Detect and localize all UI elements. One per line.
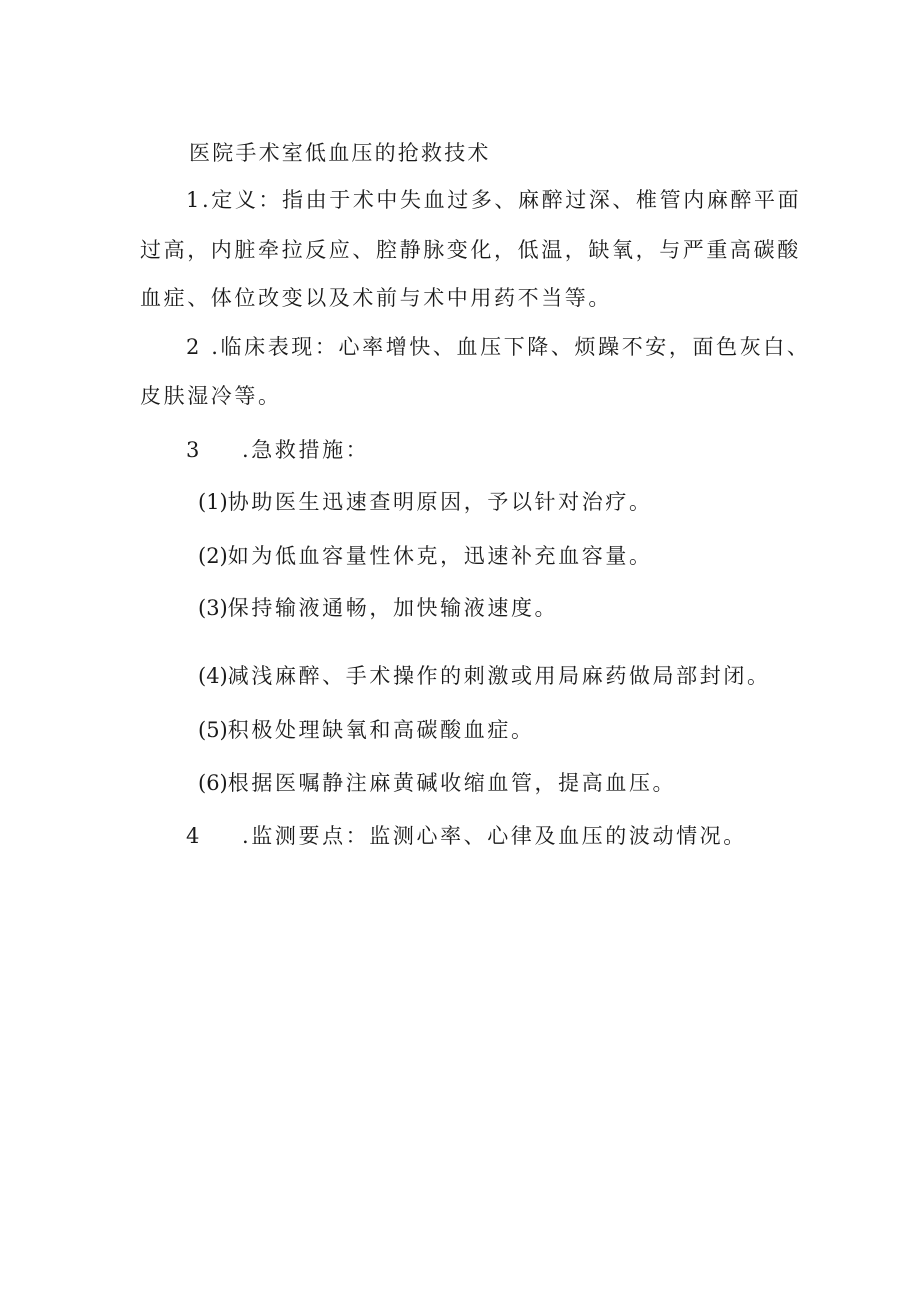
measure-item-mark: (5): [198, 718, 228, 742]
document-title: 医院手术室低血压的抢救技术: [189, 141, 491, 165]
measure-item: [198, 716, 535, 744]
definition-line-3: 血症、体位改变以及术前与术中用药不当等。: [140, 286, 612, 310]
measure-item-text: 积极处理缺氧和高碳酸血症。: [227, 718, 535, 742]
measure-item: [198, 594, 558, 622]
measure-item-mark: (1): [198, 490, 228, 514]
measure-item-text: 如为低血容量性休克，迅速补充血容量。: [227, 544, 653, 568]
measure-item-text: 协助医生迅速查明原因，予以针对治疗。: [227, 490, 653, 514]
monitoring-line: [186, 822, 747, 850]
measure-item: [198, 488, 653, 516]
definition-line-1: 1.定义：指由于术中失血过多、麻醉过深、椎管内麻醉平面: [186, 188, 802, 212]
measure-item-text: 保持输液通畅，加快输液速度。: [227, 596, 559, 620]
measure-item-mark: (6): [198, 771, 228, 795]
measures-heading: [186, 436, 369, 464]
measure-item-text: 根据医嘱静注麻黄碱收缩血管，提高血压。: [227, 771, 677, 795]
measure-item-text: 减浅麻醉、手术操作的刺激或用局麻药做局部封闭。: [227, 664, 771, 688]
clinical-line-1: 2 .临床表现：心率增快、血压下降、烦躁不安，面色灰白、: [186, 335, 811, 359]
measures-heading-text: .急救措施：: [242, 438, 370, 462]
measure-item-mark: (4): [198, 664, 228, 688]
monitoring-number: 4: [186, 824, 200, 848]
measure-item: [198, 662, 771, 690]
measures-number: 3: [186, 438, 200, 462]
monitoring-text: .监测要点：监测心率、心律及血压的波动情况。: [242, 824, 747, 848]
measure-item: [198, 769, 676, 797]
clinical-line-2: 皮肤湿冷等。: [140, 384, 282, 408]
measure-item: [198, 542, 653, 570]
measure-item-mark: (3): [198, 596, 228, 620]
measure-item-mark: (2): [198, 544, 228, 568]
definition-line-2: 过高，内脏牵拉反应、腔静脉变化，低温，缺氧，与严重高碳酸: [140, 238, 801, 262]
